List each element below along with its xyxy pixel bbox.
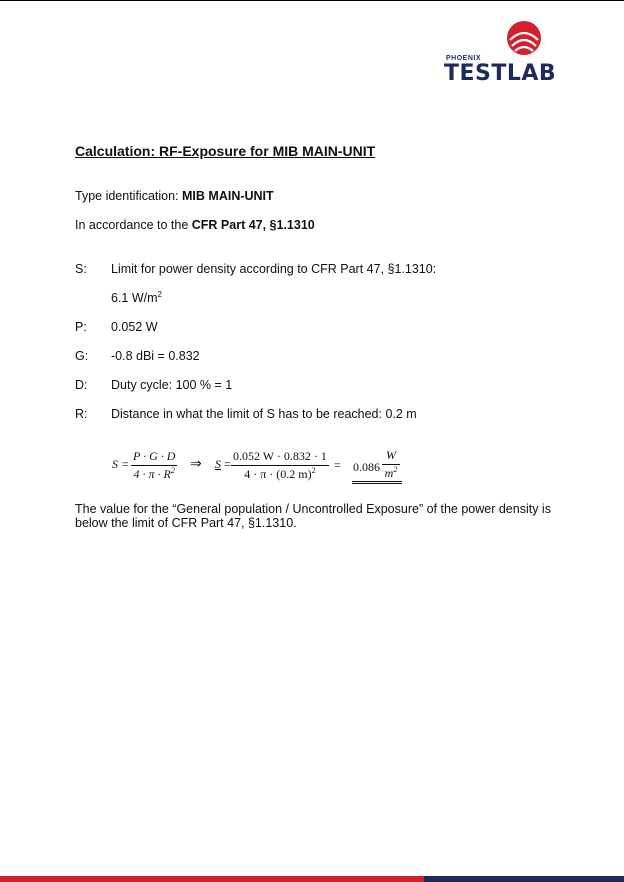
formula-denominator <box>131 466 177 482</box>
accordance-value: CFR Part 47, §1.1310 <box>191 218 315 232</box>
page-title: Calculation: RF-Exposure for MIB MAIN-UNIT <box>75 143 376 159</box>
formula-values-denominator-exponent: 2 <box>311 466 316 475</box>
param-text: Distance in what the limit of S has to be reached: 0.2 m <box>111 407 417 421</box>
param-text: -0.8 dBi = 0.832 <box>111 349 200 363</box>
limit-value: 6.1 W/m <box>111 291 158 305</box>
footer-bar-red <box>0 876 424 882</box>
formula-result-unit <box>382 448 400 481</box>
param-text <box>111 291 162 305</box>
param-text: 0.052 W <box>111 320 158 334</box>
formula-values-denominator <box>231 466 329 482</box>
formula-s-lhs: S = <box>112 457 130 471</box>
limit-exponent: 2 <box>157 290 162 299</box>
formula-equals: = <box>224 457 231 471</box>
footer-color-bar <box>0 876 624 882</box>
footer-bar-blue <box>424 876 624 882</box>
formula-fraction-general <box>131 449 177 482</box>
result-double-underline-bottom <box>352 483 402 484</box>
formula-result-value: 0.086 <box>353 460 380 474</box>
unit-denominator-text: m <box>384 466 394 480</box>
implies-arrow: ⇒ <box>190 457 202 472</box>
formula-values-denominator-text: 4 · π · (0.2 m) <box>244 467 312 481</box>
accordance-label: In accordance to the <box>75 218 192 232</box>
top-rule <box>0 0 624 1</box>
param-text: Duty cycle: 100 % = 1 <box>111 378 233 392</box>
logo-small-text: PHOENIX <box>446 55 482 62</box>
param-label: G: <box>75 349 89 363</box>
unit-denominator-exponent: 2 <box>393 465 398 474</box>
phoenix-logo-icon <box>506 20 542 56</box>
formula-s-underlined: S <box>215 457 221 471</box>
param-label: S: <box>75 262 87 276</box>
param-label: D: <box>75 378 88 392</box>
conclusion-paragraph: The value for the “General population / Uncontrolled Exposure” of the power density is below the limit of CFR Part 47, §1.1310. <box>75 502 551 530</box>
formula-fraction-values <box>231 449 329 482</box>
type-identification <box>75 189 274 203</box>
phoenix-testlab-logo <box>444 20 600 84</box>
accordance-line <box>75 218 315 232</box>
param-text: Limit for power density according to CFR Part 47, §1.1310: <box>111 262 437 276</box>
formula-numerator: P · G · D <box>131 449 177 466</box>
unit-denominator <box>382 465 400 481</box>
formula-values-numerator: 0.052 W · 0.832 · 1 <box>231 449 329 466</box>
formula-result-equals: = <box>334 458 341 472</box>
formula-denominator-text: 4 · π · R <box>133 467 171 481</box>
formula-denominator-exponent: 2 <box>170 466 175 475</box>
power-density-formula <box>112 446 412 490</box>
param-label: P: <box>75 320 87 334</box>
logo-big-text: TESTLAB <box>444 61 557 86</box>
param-label: R: <box>75 407 88 421</box>
result-double-underline-top <box>352 481 402 482</box>
type-identification-label: Type identification: <box>75 189 183 203</box>
unit-numerator: W <box>382 448 400 465</box>
type-identification-value: MIB MAIN-UNIT <box>182 189 274 203</box>
